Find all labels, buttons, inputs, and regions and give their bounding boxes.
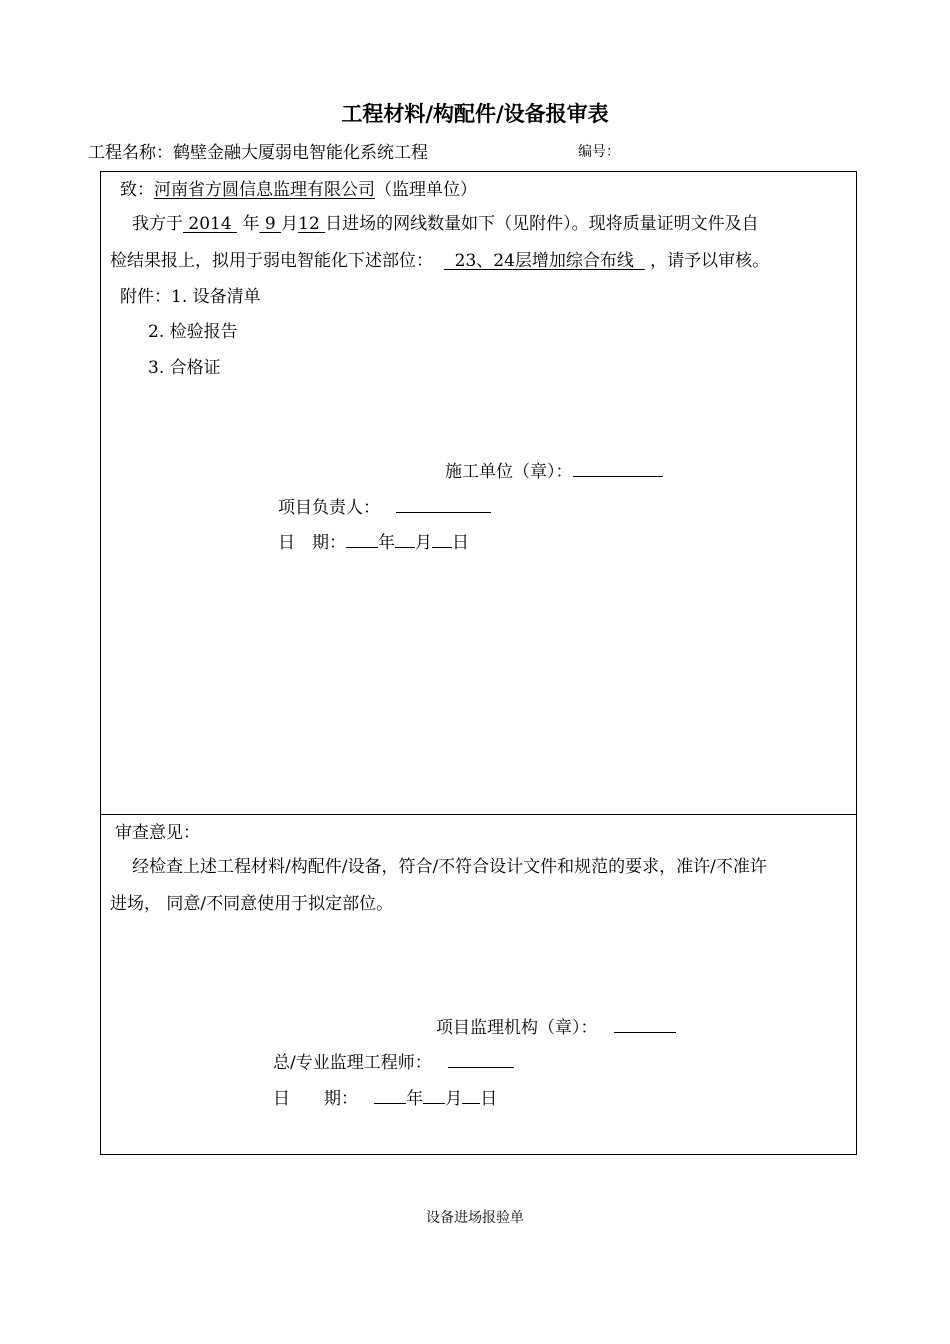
- text-segment: 我方于: [132, 214, 183, 234]
- project-manager-label: 项目负责人：: [278, 498, 380, 518]
- project-name-label: 工程名称：: [88, 143, 173, 163]
- review-month-label: 月: [445, 1089, 463, 1109]
- document-title: 工程材料/构配件/设备报审表: [341, 101, 609, 126]
- section-divider: [100, 814, 857, 815]
- supervisor-seal-line: [436, 1013, 676, 1038]
- text-segment: 年: [242, 214, 260, 234]
- project-name-value: 鹤壁金融大厦弱电智能化系统工程: [173, 143, 428, 163]
- engineer-blank[interactable]: [448, 1052, 514, 1068]
- entry-year: [183, 214, 237, 234]
- review-paragraph-line-2: 进场， 同意/不同意使用于拟定部位。: [110, 894, 394, 914]
- review-day-blank[interactable]: [462, 1088, 480, 1104]
- target-location: [444, 251, 645, 271]
- review-year-label: 年: [406, 1089, 424, 1109]
- submission-date-label: 日 期：: [278, 533, 346, 553]
- engineer-line: [273, 1048, 514, 1073]
- date-month-label: 月: [415, 533, 432, 553]
- submission-date-line: [278, 528, 469, 553]
- addressee-org: 河南省方圆信息监理有限公司: [154, 180, 375, 200]
- review-date-line: [273, 1084, 497, 1109]
- project-name-row: [88, 138, 428, 163]
- date-year-blank[interactable]: [346, 532, 378, 548]
- addressee-label: 致：: [120, 180, 154, 200]
- submission-paragraph-line-2: [110, 246, 769, 271]
- text-segment: 日进场的网线数量如下（见附件）。现将质量证明文件及自: [325, 214, 759, 234]
- review-heading: 审查意见：: [115, 823, 200, 843]
- contractor-seal-blank[interactable]: [573, 461, 663, 477]
- entry-year-value: 2014: [188, 214, 232, 234]
- contractor-seal-label: 施工单位（章）：: [445, 462, 573, 482]
- text-segment: 月: [281, 214, 299, 234]
- supervisor-seal-label: 项目监理机构（章）：: [436, 1018, 598, 1038]
- attachment-2: 2. 检验报告: [148, 322, 238, 342]
- page-footer: 设备进场报验单: [426, 1210, 524, 1226]
- entry-month: [259, 214, 281, 234]
- review-month-blank[interactable]: [423, 1088, 445, 1104]
- entry-day-value: 12: [298, 214, 320, 234]
- review-day-label: 日: [480, 1089, 498, 1109]
- review-date-label: 日 期：: [273, 1089, 358, 1109]
- project-manager-line: [278, 493, 491, 518]
- engineer-label: 总/专业监理工程师：: [273, 1053, 432, 1073]
- target-location-value: 23、24层增加综合布线: [454, 251, 634, 271]
- entry-day: [298, 214, 325, 234]
- number-label: 编号：: [578, 144, 620, 160]
- addressee-line: [120, 175, 477, 200]
- date-year-label: 年: [378, 533, 395, 553]
- attachment-1: 附件：1. 设备清单: [120, 287, 261, 307]
- date-day-blank[interactable]: [432, 532, 452, 548]
- review-paragraph-line-1: 经检查上述工程材料/构配件/设备，符合/不符合设计文件和规范的要求，准许/不准许: [132, 857, 767, 877]
- addressee-suffix: （监理单位）: [375, 180, 477, 200]
- text-segment: ，请予以审核。: [650, 251, 770, 271]
- attachment-3: 3. 合格证: [148, 358, 221, 378]
- entry-month-value: 9: [264, 214, 276, 234]
- contractor-seal-line: [445, 457, 663, 482]
- review-year-blank[interactable]: [374, 1088, 406, 1104]
- date-day-label: 日: [452, 533, 469, 553]
- project-manager-blank[interactable]: [396, 497, 491, 513]
- submission-paragraph-line-1: [132, 209, 759, 234]
- text-segment: 检结果报上，拟用于弱电智能化下述部位：: [110, 251, 433, 271]
- date-month-blank[interactable]: [395, 532, 415, 548]
- supervisor-seal-blank[interactable]: [614, 1017, 676, 1033]
